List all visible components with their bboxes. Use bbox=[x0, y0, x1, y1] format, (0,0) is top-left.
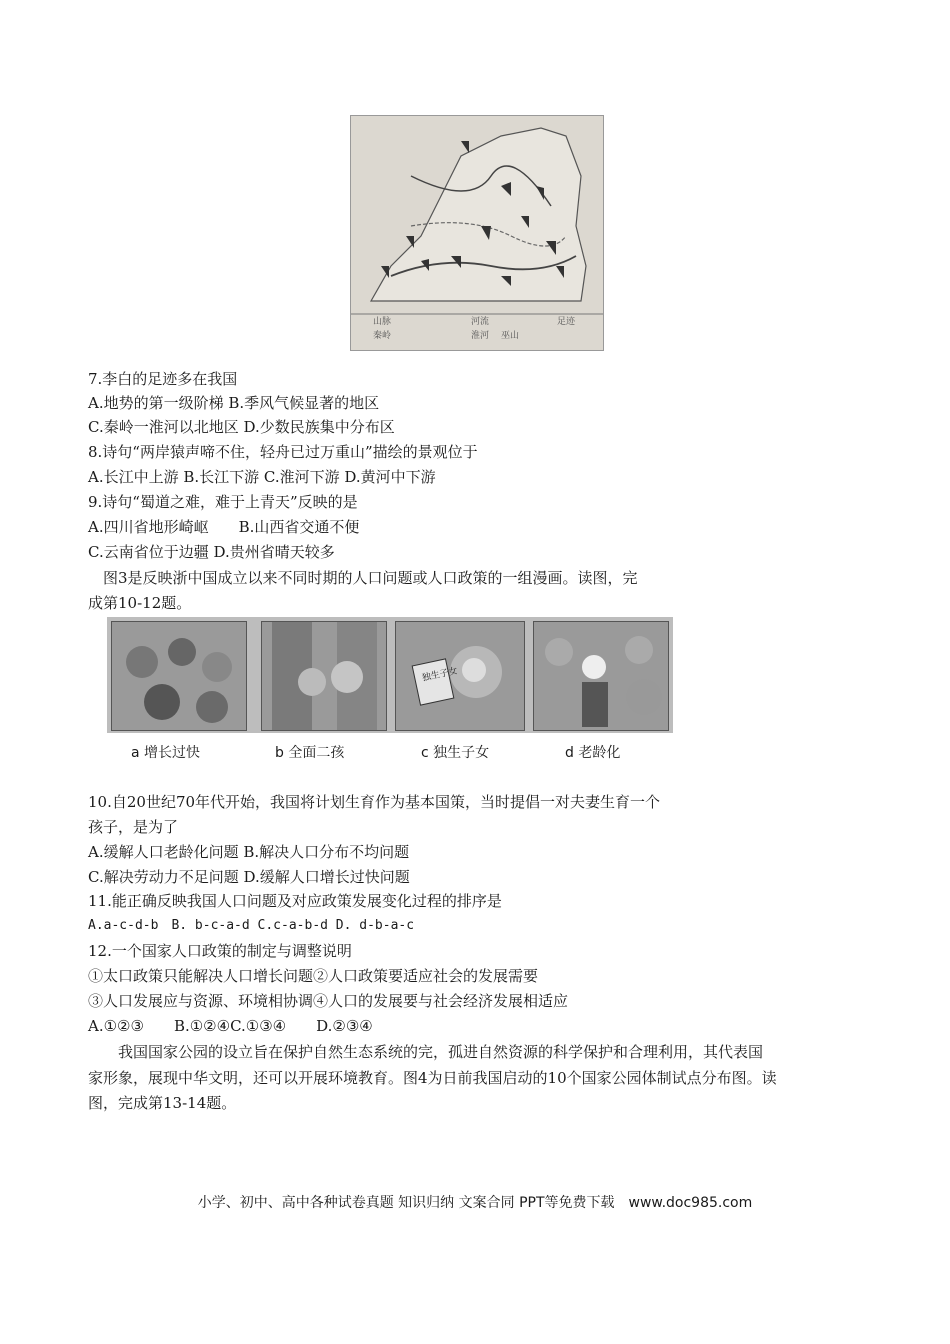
population-comic-strip bbox=[107, 617, 673, 733]
national-park-intro-cont: 家形象，展现中华文明，还可以开展环境教育。图4为日前我国启动的10个国家公园体制试点分布图。读 bbox=[88, 1069, 777, 1087]
q11-options: A.a-c-d-b B. b-c-a-d C.c-a-b-d D. d-b-a-c bbox=[88, 918, 415, 933]
question-10-cont: 孩子，是为了 bbox=[88, 818, 179, 836]
q9-options-cd: C.云南省位于边疆 D.贵州省晴天较多 bbox=[88, 543, 335, 561]
comic-panel-b bbox=[261, 621, 387, 731]
q7-options-cd: C.秦岭一淮河以北地区 D.少数民族集中分布区 bbox=[88, 418, 395, 436]
question-12: 12.一个国家人口政策的制定与调整说明 bbox=[88, 942, 352, 960]
q10-options-ab: A.缓解人口老龄化问题 B.解决人口分布不均问题 bbox=[88, 843, 410, 861]
comic-caption-b: b 全面二孩 bbox=[275, 745, 345, 761]
comic-panel-c bbox=[395, 621, 525, 731]
comic-c-graphic bbox=[396, 622, 524, 730]
q12-options: A.①②③ B.①②④C.①③④ D.②③④ bbox=[88, 1017, 373, 1035]
figure3-intro: 图3是反映浙中国成立以来不同时期的人口问题或人口政策的一组漫画。读图，完 bbox=[88, 569, 638, 587]
question-10: 10.自20世纪70年代开始，我国将计划生育作为基本国策，当时提倡一对夫妻生育一个 bbox=[88, 793, 661, 811]
page-footer: 小学、初中、高中各种试卷真题 知识归纳 文案合同 PPT等免费下载 www.doc985.com bbox=[197, 1195, 753, 1211]
q8-options: A.长江中上游 B.长江下游 C.淮河下游 D.黄河中下游 bbox=[88, 468, 436, 486]
national-park-intro-end: 图，完成第13-14题。 bbox=[88, 1094, 237, 1112]
comic-caption-c: c 独生子女 bbox=[421, 745, 490, 761]
libai-footprint-map bbox=[350, 115, 604, 351]
map-legend-mountain: 山脉 bbox=[373, 317, 392, 327]
question-9: 9.诗句“蜀道之难，难于上青天”反映的是 bbox=[88, 493, 358, 511]
question-11: 11.能正确反映我国人口问题及对应政策发展变化过程的排序是 bbox=[88, 892, 502, 910]
map-legend-huaihe: 淮河 bbox=[471, 331, 490, 341]
national-park-intro: 我国国家公园的设立旨在保护自然生态系统的完，孤进自然资源的科学保护和合理利用，其代表国 bbox=[88, 1043, 764, 1061]
map-legend-qinling: 秦岭 bbox=[373, 331, 392, 341]
question-7: 7.李白的足迹多在我国 bbox=[88, 370, 238, 388]
figure3-intro-cont: 成第10-12题。 bbox=[88, 594, 192, 612]
map-legend-wushan: 巫山 bbox=[501, 331, 520, 341]
question-8: 8.诗句“两岸猿声啼不住，轻舟已过万重山”描绘的景观位于 bbox=[88, 443, 478, 461]
q7-options-ab: A.地势的第一级阶梯 B.季风气候显著的地区 bbox=[88, 394, 380, 412]
comic-panel-d bbox=[533, 621, 669, 731]
q10-options-cd: C.解决劳动力不足问题 D.缓解人口增长过快问题 bbox=[88, 868, 410, 886]
comic-panel-a bbox=[111, 621, 247, 731]
comic-b-graphic bbox=[262, 622, 386, 730]
map-legend-river: 河流 bbox=[471, 317, 490, 327]
comic-c-sign-text: 独生子女 bbox=[421, 666, 459, 684]
comic-caption-a: a 增长过快 bbox=[131, 745, 201, 761]
map-legend-footprint: 足迹 bbox=[557, 317, 576, 327]
q12-statements-12: ①太口政策只能解决人口增长问题②人口政策要适应社会的发展需要 bbox=[88, 967, 539, 985]
comic-d-graphic bbox=[534, 622, 668, 730]
comic-caption-d: d 老龄化 bbox=[565, 745, 621, 761]
q12-statements-34: ③人口发展应与资源、环境相协调④人口的发展要与社会经济发展相适应 bbox=[88, 992, 569, 1010]
q9-options-ab: A.四川省地形崎岖 B.山西省交通不便 bbox=[88, 518, 360, 536]
comic-a-graphic bbox=[112, 622, 246, 730]
map-graphic bbox=[351, 116, 603, 350]
